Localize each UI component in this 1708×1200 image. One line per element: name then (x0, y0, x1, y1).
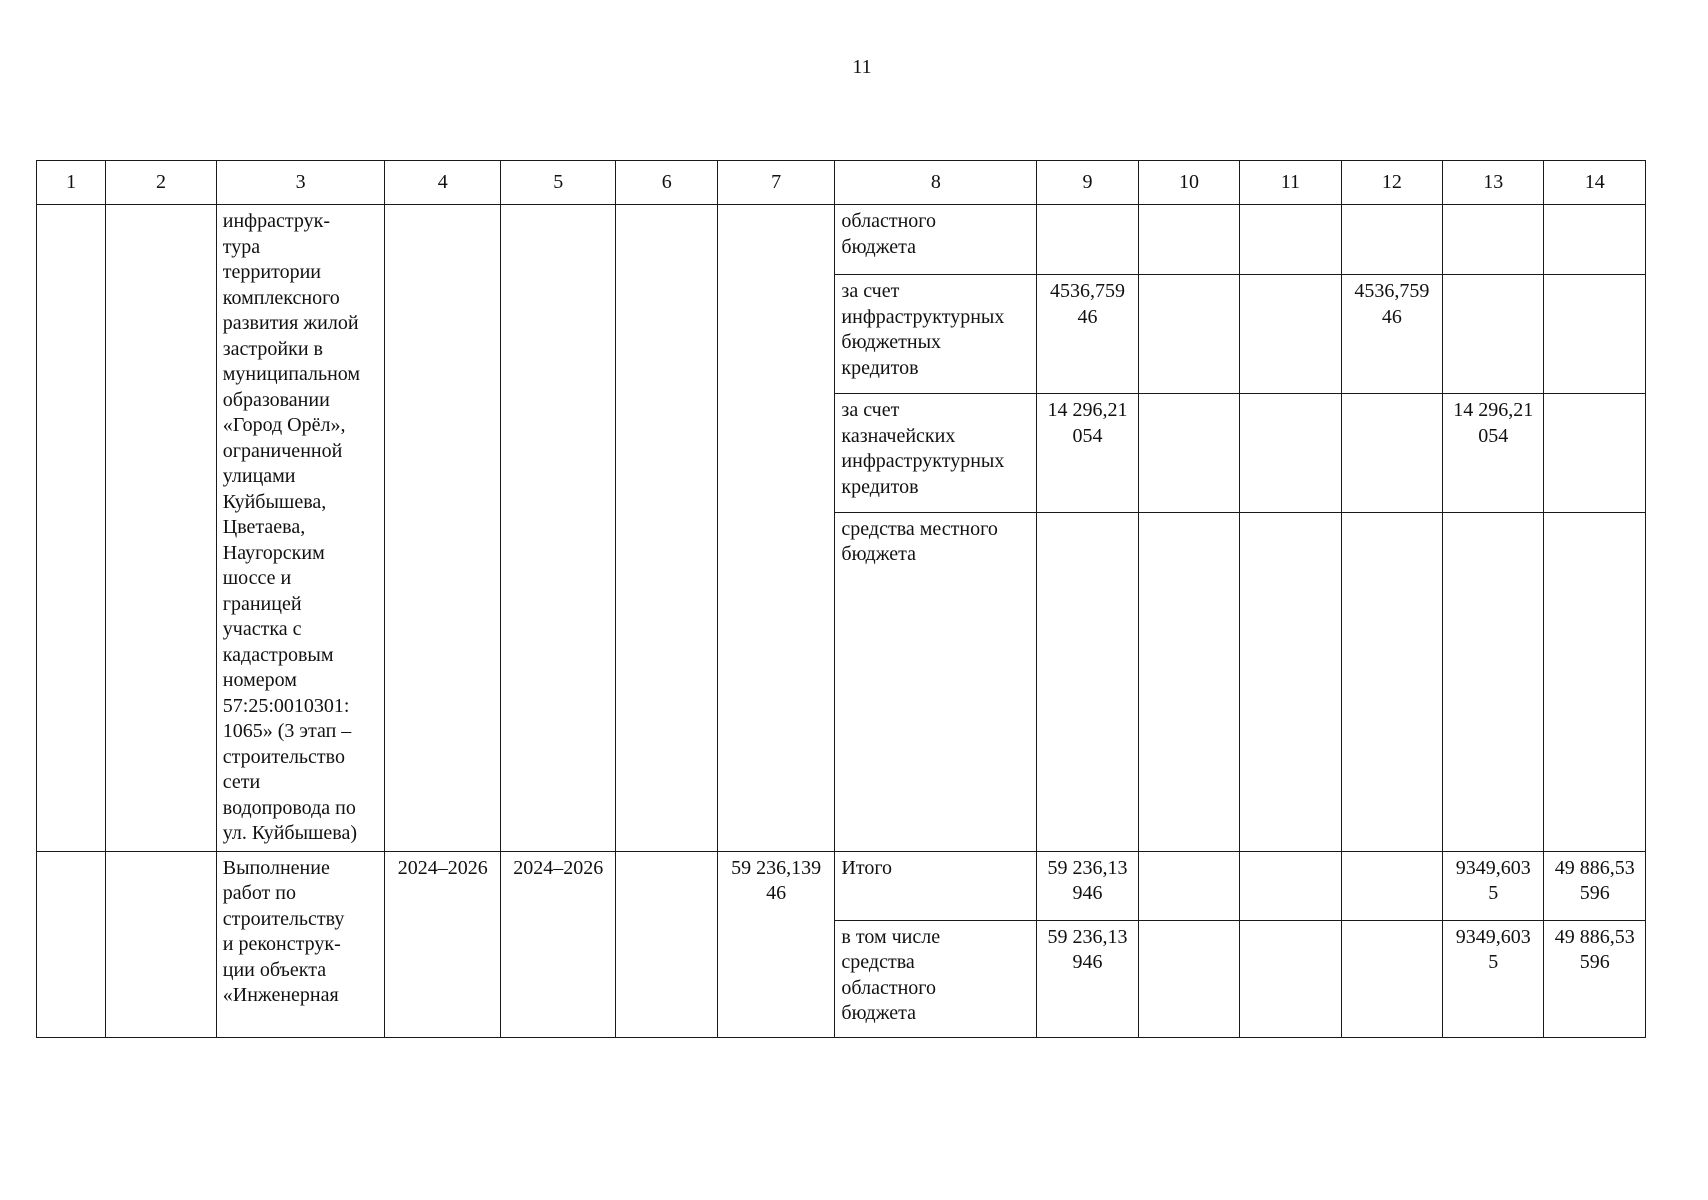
table-header-row (37, 161, 1646, 205)
header-cell-13: 13 (1443, 161, 1544, 205)
cell-col2 (106, 851, 216, 1037)
cell-col7 (717, 205, 835, 852)
cell-col2 (106, 205, 216, 852)
amount-col12 (1341, 394, 1442, 513)
page-number: 11 (852, 56, 872, 78)
header-cell-14: 14 (1544, 161, 1646, 205)
cell-col10 (1138, 205, 1239, 275)
table-row (37, 851, 1646, 920)
cell-col12 (1341, 851, 1442, 920)
amount-col9: 59 236,13 946 (1037, 851, 1138, 920)
budget-table (36, 160, 1646, 1038)
funding-source: за счет инфраструктурных бюджетных кредитов (835, 275, 1037, 394)
header-cell-7: 7 (717, 161, 835, 205)
cell-col12 (1341, 920, 1442, 1037)
cell-col11 (1240, 512, 1341, 851)
header-cell-10: 10 (1138, 161, 1239, 205)
cell-col11 (1240, 275, 1341, 394)
amount-col13 (1443, 512, 1544, 851)
cell-col1 (37, 851, 106, 1037)
cell-col6 (616, 851, 717, 1037)
amount-col13: 9349,603 5 (1443, 920, 1544, 1037)
cell-col11 (1240, 920, 1341, 1037)
amount-col9 (1037, 205, 1138, 275)
funding-source: в том числе средства областного бюджета (835, 920, 1037, 1037)
amount-col12 (1341, 512, 1442, 851)
header-cell-4: 4 (385, 161, 501, 205)
funding-source: Итого (835, 851, 1037, 920)
amount-col12 (1341, 205, 1442, 275)
object-description: инфраструк- тура территории комплексного развития жилой застройки в муниципальном образовании «Город Орёл», ограниченной улицами Куйбышева, Цветаева, Наугорским шоссе и границей участка с кадастровым номером 57:25:0010301: 1065» (3 этап – строительство сети водопровода по ул. Куйбышева) (216, 205, 385, 852)
cell-col11 (1240, 851, 1341, 920)
amount-col13: 14 296,21 054 (1443, 394, 1544, 513)
amount-col14: 49 886,53 596 (1544, 920, 1646, 1037)
cell-col11 (1240, 205, 1341, 275)
amount-col12: 4536,759 46 (1341, 275, 1442, 394)
amount-col14: 49 886,53 596 (1544, 851, 1646, 920)
header-cell-5: 5 (500, 161, 616, 205)
cell-col14 (1544, 512, 1646, 851)
header-cell-9: 9 (1037, 161, 1138, 205)
period-col5: 2024–2026 (500, 851, 616, 1037)
amount-col13 (1443, 205, 1544, 275)
cell-col10 (1138, 920, 1239, 1037)
cell-col1 (37, 205, 106, 852)
table-row (37, 205, 1646, 275)
header-cell-8: 8 (835, 161, 1037, 205)
cell-col14 (1544, 394, 1646, 513)
header-cell-3: 3 (216, 161, 385, 205)
period-col4: 2024–2026 (385, 851, 501, 1037)
header-cell-2: 2 (106, 161, 216, 205)
funding-source: средства местного бюджета (835, 512, 1037, 851)
cell-col10 (1138, 512, 1239, 851)
amount-col9 (1037, 512, 1138, 851)
amount-col9: 59 236,13 946 (1037, 920, 1138, 1037)
funding-source: за счет казначейских инфраструктурных кредитов (835, 394, 1037, 513)
header-cell-12: 12 (1341, 161, 1442, 205)
cell-col14 (1544, 275, 1646, 394)
amount-col13: 9349,603 5 (1443, 851, 1544, 920)
cell-col5 (500, 205, 616, 852)
cell-col10 (1138, 275, 1239, 394)
funding-source: областного бюджета (835, 205, 1037, 275)
cell-col6 (616, 205, 717, 852)
total-cost-col7: 59 236,139 46 (717, 851, 835, 1037)
cell-col10 (1138, 851, 1239, 920)
amount-col9: 4536,759 46 (1037, 275, 1138, 394)
cell-col11 (1240, 394, 1341, 513)
amount-col13 (1443, 275, 1544, 394)
header-cell-11: 11 (1240, 161, 1341, 205)
amount-col9: 14 296,21 054 (1037, 394, 1138, 513)
header-cell-1: 1 (37, 161, 106, 205)
cell-col10 (1138, 394, 1239, 513)
header-cell-6: 6 (616, 161, 717, 205)
object-description: Выполнение работ по строительству и реконструк- ции объекта «Инженерная (216, 851, 385, 1037)
cell-col4 (385, 205, 501, 852)
cell-col14 (1544, 205, 1646, 275)
